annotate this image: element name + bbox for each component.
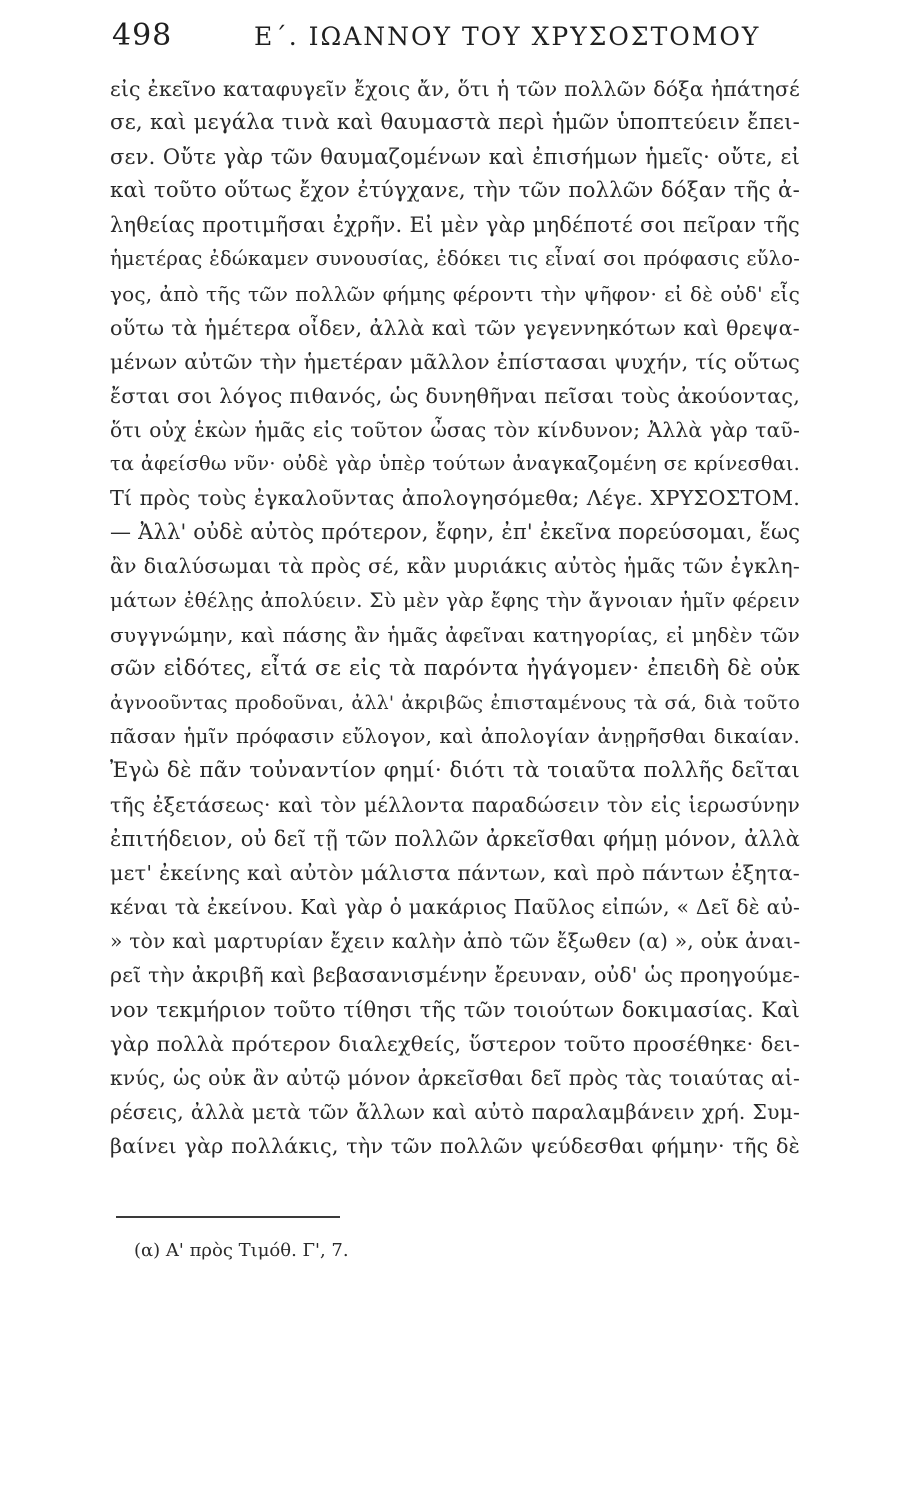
- text-line: κέναι τὰ ἐκείνου. Καὶ γὰρ ὁ μακάριος Παῦλος εἰπών, « Δεῖ δὲ αὐ-: [110, 895, 800, 920]
- text-line: Ἐγὼ δὲ πᾶν τοὐναντίον φημί· διότι τὰ τοιαῦτα πολλῆς δεῖται: [110, 757, 800, 783]
- text-line: — Ἀλλ' οὐδὲ αὐτὸς πρότερον, ἔφην, ἐπ' ἐκεῖνα πορεύσομαι, ἕως: [110, 520, 801, 545]
- text-line: πᾶσαν ἡμῖν πρόφασιν εὔλογον, καὶ ἀπολογίαν ἀνῃρῆσθαι δικαίαν.: [110, 724, 800, 748]
- page-number: 498: [112, 18, 173, 53]
- running-title: Ε΄. ΙΩΑΝΝΟΥ ΤΟΥ ΧΡΥΣΟΣΤΟΜΟΥ: [254, 22, 761, 51]
- text-line: κνύς, ὡς οὐκ ἂν αὐτῷ μόνον ἀρκεῖσθαι δεῖ πρὸς τὰς τοιαύτας αἱ-: [110, 1065, 800, 1090]
- text-line: μένων αὐτῶν τὴν ἡμετέραν μᾶλλον ἐπίστασαι ψυχήν, τίς οὕτως: [110, 349, 800, 374]
- text-line: μάτων ἐθέλῃς ἀπολύειν. Σὺ μὲν γὰρ ἔφης τὴν ἄγνοιαν ἡμῖν φέρειν: [110, 588, 800, 613]
- text-line: ρεῖ τὴν ἀκριβῆ καὶ βεβασανισμένην ἔρευναν, οὐδ' ὡς προηγούμε-: [110, 963, 800, 988]
- text-line: ἂν διαλύσωμαι τὰ πρὸς σέ, κἂν μυριάκις αὐτὸς ἡμᾶς τῶν ἐγκλη-: [110, 554, 800, 579]
- text-line: Τί πρὸς τοὺς ἐγκαλοῦντας ἀπολογησόμεθα; Λέγε. ΧΡΥΣΟΣΤΟΜ.: [110, 486, 800, 511]
- text-line: μετ' ἐκείνης καὶ αὐτὸν μάλιστα πάντων, καὶ πρὸ πάντων ἐξητα-: [110, 861, 800, 886]
- page-header: [112, 14, 812, 64]
- text-line: γος, ἀπὸ τῆς τῶν πολλῶν φήμης φέροντι τὴν ψῆφον· εἰ δὲ οὐδ' εἷς: [110, 281, 800, 306]
- text-line: ἔσται σοι λόγος πιθανός, ὡς δυνηθῆναι πεῖσαι τοὺς ἀκούοντας,: [110, 383, 800, 408]
- text-line: τα ἀφείσθω νῦν· οὐδὲ γὰρ ὑπὲρ τούτων ἀναγκαζομένη σε κρίνεσθαι.: [110, 452, 800, 476]
- footnote: (α) Α' πρὸς Τιμόθ. Γ', 7.: [134, 1240, 349, 1261]
- text-line: ληθείας προτιμῆσαι ἐχρῆν. Εἰ μὲν γὰρ μηδέποτέ σοι πεῖραν τῆς: [110, 213, 800, 238]
- text-line: ὅτι οὐχ ἑκὼν ἡμᾶς εἰς τοῦτον ὦσας τὸν κίνδυνον; Ἀλλὰ γὰρ ταῦ-: [110, 417, 800, 442]
- text-line: ἡμετέρας ἐδώκαμεν συνουσίας, ἐδόκει τις εἶναί σοι πρόφασις εὔλο-: [110, 247, 800, 271]
- text-line: ἐπιτήδειον, οὐ δεῖ τῇ τῶν πολλῶν ἀρκεῖσθαι φήμῃ μόνον, ἀλλὰ: [110, 827, 800, 852]
- text-line: » τὸν καὶ μαρτυρίαν ἔχειν καλὴν ἀπὸ τῶν ἔξωθεν (α) », οὐκ ἀναι-: [110, 929, 801, 954]
- text-line: σεν. Οὔτε γὰρ τῶν θαυμαζομένων καὶ ἐπισήμων ἡμεῖς· οὔτε, εἰ: [110, 145, 800, 170]
- text-line: τῆς ἐξετάσεως· καὶ τὸν μέλλοντα παραδώσειν τὸν εἰς ἱερωσύνην: [110, 792, 800, 817]
- text-line: βαίνει γὰρ πολλάκις, τὴν τῶν πολλῶν ψεύδεσθαι φήμην· τῆς δὲ: [110, 1133, 800, 1158]
- body-text: [110, 72, 800, 1163]
- text-line: ἀγνοοῦντας προδοῦναι, ἀλλ' ἀκριβῶς ἐπισταμένους τὰ σά, διὰ τοῦτο: [110, 691, 800, 714]
- text-line: σῶν εἰδότες, εἶτά σε εἰς τὰ παρόντα ἠγάγομεν· ἐπειδὴ δὲ οὐκ: [110, 655, 800, 681]
- text-line: συγγνώμην, καὶ πάσης ἂν ἡμᾶς ἀφεῖναι κατηγορίας, εἰ μηδὲν τῶν: [110, 622, 800, 647]
- text-line: γὰρ πολλὰ πρότερον διαλεχθείς, ὕστερον τοῦτο προσέθηκε· δει-: [110, 1031, 800, 1056]
- text-line: νον τεκμήριον τοῦτο τίθησι τῆς τῶν τοιούτων δοκιμασίας. Καὶ: [110, 997, 800, 1022]
- text-line: καὶ τοῦτο οὕτως ἔχον ἐτύγχανε, τὴν τῶν πολλῶν δόξαν τῆς ἀ-: [110, 178, 800, 204]
- text-line: οὕτω τὰ ἡμέτερα οἶδεν, ἀλλὰ καὶ τῶν γεγεννηκότων καὶ θρεψα-: [110, 315, 800, 340]
- text-line: σε, καὶ μεγάλα τινὰ καὶ θαυμαστὰ περὶ ἡμῶν ὑποπτεύειν ἔπει-: [110, 110, 800, 136]
- footnote-divider: [116, 1216, 340, 1218]
- text-line: εἰς ἐκεῖνο καταφυγεῖν ἔχοις ἄν, ὅτι ἡ τῶν πολλῶν δόξα ἠπάτησέ: [110, 77, 800, 101]
- text-line: ρέσεις, ἀλλὰ μετὰ τῶν ἄλλων καὶ αὐτὸ παραλαμβάνειν χρή. Συμ-: [110, 1099, 800, 1124]
